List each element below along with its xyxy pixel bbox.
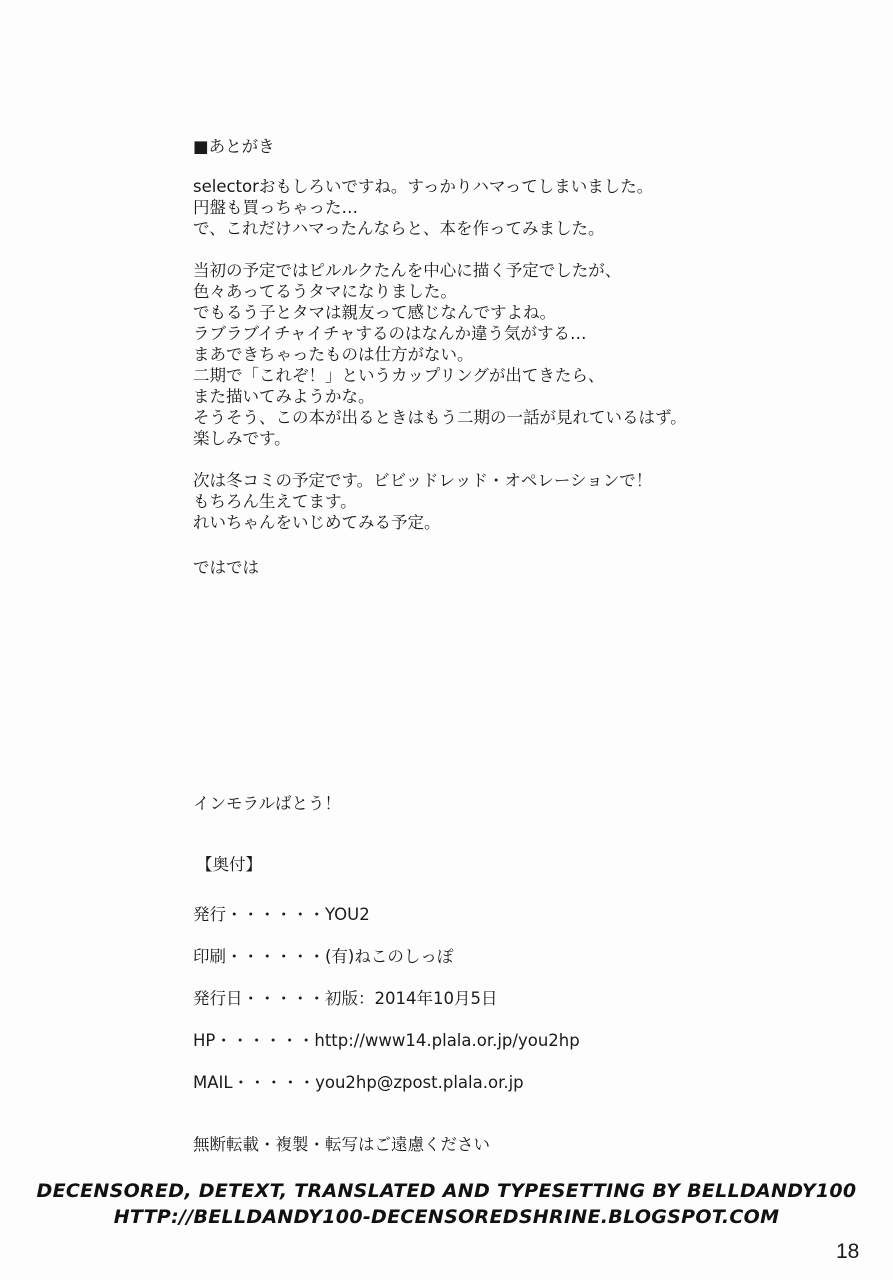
text-line: また描いてみようかな。	[193, 387, 375, 406]
page-number: 18	[836, 1240, 860, 1263]
text-line: でもるう子とタマは親友って感じなんですよね。	[193, 303, 556, 322]
text-line: 楽しみです。	[193, 429, 291, 448]
colophon-printer: 印刷・・・・・・(有)ねこのしっぽ	[193, 947, 454, 966]
text-line: 二期で「これぞ！」というカップリングが出てきたら、	[193, 366, 605, 385]
colophon-mail: MAIL・・・・・you2hp@zpost.plala.or.jp	[193, 1073, 524, 1092]
text-line: まあできちゃったものは仕方がない。	[193, 345, 474, 364]
text-line: で、これだけハマったんならと、本を作ってみました。	[193, 219, 605, 238]
colophon-homepage: HP・・・・・・http://www14.plala.or.jp/you2hp	[193, 1031, 580, 1050]
colophon-heading: 【奥付】	[196, 855, 262, 874]
colophon-publisher: 発行・・・・・・YOU2	[193, 905, 370, 924]
text-line: 当初の予定ではピルルクたんを中心に描く予定でしたが、	[193, 261, 622, 280]
afterword-paragraph-1	[193, 176, 653, 239]
scanlation-credit: DECENSORED, DETEXT, TRANSLATED AND TYPESETTING BY BELLDANDY100	[36, 1180, 857, 1202]
text-line: そうそう、この本が出るときはもう二期の一話が見れているはず。	[193, 408, 687, 427]
copyright-notice: 無断転載・複製・転写はご遠慮ください	[193, 1135, 490, 1154]
afterword-paragraph-3	[193, 470, 652, 533]
colophon-date: 発行日・・・・・初版：2014年10月5日	[193, 989, 498, 1008]
text-line: ラブラブイチャイチャするのはなんか違う気がする…	[193, 324, 587, 343]
text-line: 次は冬コミの予定です。ビビッドレッド・オペレーションで！	[193, 471, 653, 490]
text-line: selectorおもしろいですね。すっかりハマってしまいました。	[193, 177, 654, 196]
afterword-closing: ではでは	[193, 558, 259, 577]
text-line: もちろん生えてます。	[193, 492, 357, 511]
afterword-heading: ■あとがき	[193, 137, 275, 156]
circle-title: インモラルばとう！	[193, 794, 342, 813]
scanlation-url: HTTP://BELLDANDY100-DECENSOREDSHRINE.BLOGSPOT.COM	[113, 1206, 780, 1228]
afterword-paragraph-2	[193, 260, 687, 449]
text-line: 色々あってるうタマになりました。	[193, 282, 457, 301]
text-line: れいちゃんをいじめてみる予定。	[193, 513, 441, 532]
text-line: 円盤も買っちゃった…	[193, 198, 358, 217]
